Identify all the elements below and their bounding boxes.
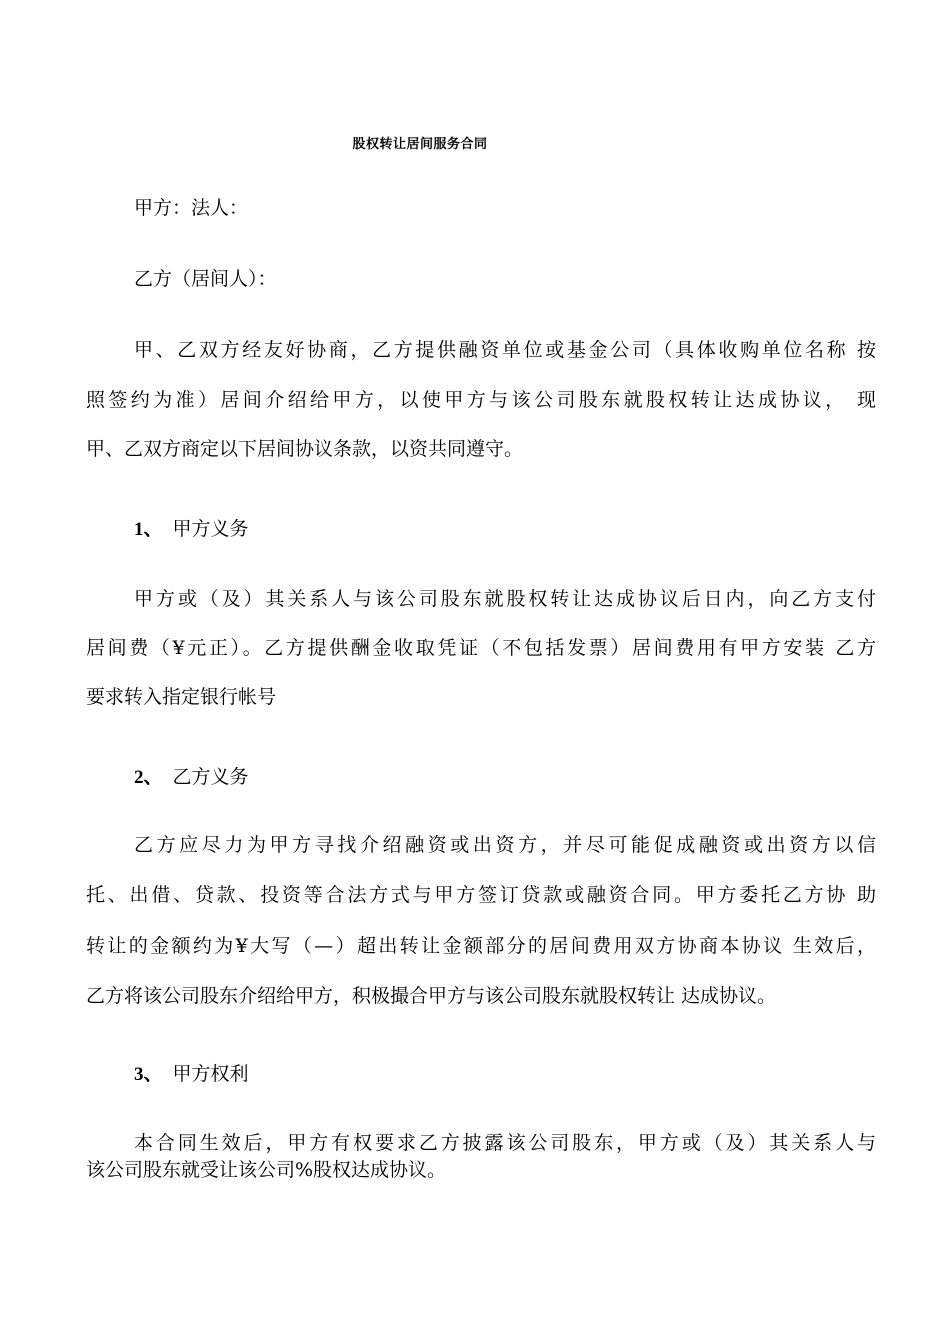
intro-line-2: 照签约为准）居间介绍给甲方，以使甲方与该公司股东就股权转让达成协议， 现: [86, 389, 876, 411]
section-2-line-1: 乙方应尽力为甲方寻找介绍融资或出资方，并尽可能促成融资或出资方以信: [134, 834, 876, 856]
section-1-line-3: 要求转入指定银行帐号: [86, 686, 277, 708]
section-2-title: 乙方义务: [172, 766, 249, 788]
intro-line-3: 甲、乙双方商定以下居间协议条款，以资共同遵守。: [86, 438, 524, 460]
section-1-title: 甲方义务: [172, 518, 249, 540]
section-1-line-2: 居间费（¥元正）。乙方提供酬金收取凭证（不包括发票）居间费用有甲方安装 乙方: [86, 637, 876, 659]
section-3-title: 甲方权利: [172, 1063, 249, 1085]
section-3-line-2: 该公司股东就受让该公司%股权达成协议。: [86, 1159, 447, 1181]
section-2-line-2: 托、出借、贷款、投资等合法方式与甲方签订贷款或融资合同。甲方委托乙方协 助: [86, 884, 876, 906]
section-2-line-4: 乙方将该公司股东介绍给甲方，积极撮合甲方与该公司股东就股权转让 达成协议。: [86, 985, 777, 1007]
section-2-line-3: 转让的金额约为¥大写（—）超出转让金额部分的居间费用双方协商本协议 生效后，: [86, 935, 876, 957]
party-a-line: 甲方：法人：: [134, 197, 249, 219]
document-title: 股权转让居间服务合同: [352, 137, 488, 152]
section-3-heading: [134, 1062, 249, 1087]
section-2-number: 2、: [134, 767, 163, 788]
section-3-number: 3、: [134, 1064, 163, 1085]
party-b-line: 乙方（居间人）：: [134, 268, 277, 290]
section-1-number: 1、: [134, 519, 163, 540]
section-3-line-1: 本合同生效后，甲方有权要求乙方披露该公司股东，甲方或（及）其关系人与: [134, 1132, 876, 1154]
section-1-line-1: 甲方或（及）其关系人与该公司股东就股权转让达成协议后日内，向乙方支付: [134, 588, 876, 610]
section-1-heading: [134, 517, 249, 542]
section-2-heading: [134, 765, 249, 790]
intro-line-1: 甲、乙双方经友好协商，乙方提供融资单位或基金公司（具体收购单位名称 按: [134, 339, 876, 361]
